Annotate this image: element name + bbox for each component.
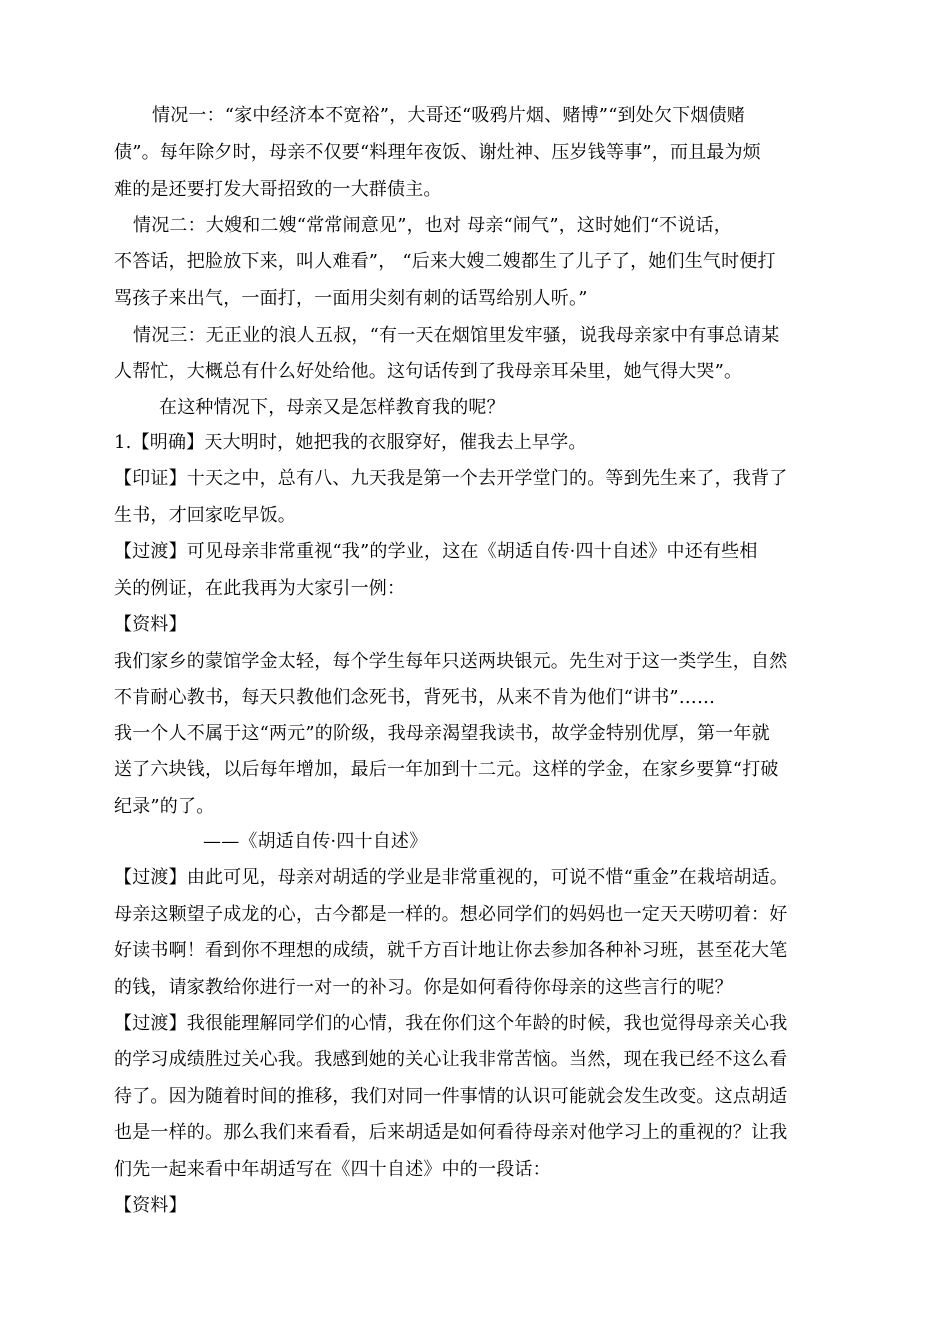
paragraph-line: 也是一样的。那么我们来看看，后来胡适是如何看待母亲对他学习上的重视的？让我	[114, 1122, 788, 1143]
paragraph-line: 人帮忙，大概总有什么好处给他。这句话传到了我母亲耳朵里，她气得大哭”。	[114, 361, 743, 382]
paragraph-line: 债”。每年除夕时，母亲不仅要“料理年夜饭、谢灶神、压岁钱等事”，而且最为烦	[114, 142, 762, 163]
paragraph-line: 【过渡】我很能理解同学们的心情，我在你们这个年龄的时候，我也觉得母亲关心我	[114, 1013, 788, 1034]
paragraph-line: 在这种情况下，母亲又是怎样教育我的呢？	[159, 397, 505, 418]
paragraph-line: 待了。因为随着时间的推移，我们对同一件事情的认识可能就会发生改变。这点胡适	[114, 1086, 788, 1107]
paragraph-line: 【过渡】可见母亲非常重视“我”的学业，这在《胡适自传·四十自述》中还有些相	[114, 541, 758, 562]
paragraph-line: 的钱，请家教给你进行一对一的补习。你是如何看待你母亲的这些言行的呢？	[114, 977, 733, 998]
quote-source: ——《胡适自传·四十自述》	[203, 831, 428, 852]
paragraph-line: 情况一：“家中经济本不宽裕”，大哥还“吸鸦片烟、赌博”“到处欠下烟债赌	[152, 105, 746, 126]
section-label: 【资料】	[114, 1195, 187, 1216]
paragraph-line: 的学习成绩胜过关心我。我感到她的关心让我非常苦恼。当然，现在我已经不这么看	[114, 1049, 788, 1070]
paragraph-line: 们先一起来看中年胡适写在《四十自述》中的一段话：	[114, 1159, 551, 1180]
paragraph-line: 【印证】十天之中，总有八、九天我是第一个去开学堂门的。等到先生来了，我背了	[114, 468, 788, 489]
paragraph-line: 关的例证，在此我再为大家引一例：	[114, 578, 406, 599]
paragraph-line: 生书，才回家吃早饭。	[114, 505, 296, 526]
paragraph-line: 情况三：无正业的浪人五叔，“有一天在烟馆里发牢骚，说我母亲家中有事总请某	[133, 325, 780, 346]
paragraph-line: 好读书啊！看到你不理想的成绩，就千方百计地让你去参加各种补习班，甚至花大笔	[114, 940, 788, 961]
paragraph-line: 骂孩子来出气，一面打，一面用尖刻有刺的话骂给别人听。”	[114, 288, 588, 309]
paragraph-line: 母亲这颗望子成龙的心，古今都是一样的。想必同学们的妈妈也一定天天唠叨着：好	[114, 904, 788, 925]
paragraph-line: 情况二：大嫂和二嫂“常常闹意见”，也对 母亲“闹气”，这时她们“不说话，	[133, 215, 732, 236]
quote-line: 纪录”的了。	[114, 796, 215, 817]
paragraph-line: 【过渡】由此可见，母亲对胡适的学业是非常重视的，可说不惜“重金”在栽培胡适。	[114, 867, 789, 888]
quote-line: 我们家乡的蒙馆学金太轻，每个学生每年只送两块银元。先生对于这一类学生，自然	[114, 651, 788, 672]
paragraph-line: 不答话，把脸放下来，叫人难看”， “后来大嫂二嫂都生了儿子了，她们生气时便打	[114, 251, 776, 272]
paragraph-line: 1.【明确】天大明时，她把我的衣服穿好，催我去上早学。	[114, 432, 587, 453]
section-label: 【资料】	[114, 614, 187, 635]
quote-line: 我一个人不属于这“两元”的阶级，我母亲渴望我读书，故学金特别优厚，第一年就	[114, 723, 770, 744]
paragraph-line: 难的是还要打发大哥招致的一大群债主。	[114, 179, 442, 200]
quote-line: 送了六块钱，以后每年增加，最后一年加到十二元。这样的学金，在家乡要算“打破	[114, 759, 779, 780]
quote-line: 不肯耐心教书，每天只教他们念死书，背死书，从来不肯为他们“讲书”……	[114, 687, 716, 708]
